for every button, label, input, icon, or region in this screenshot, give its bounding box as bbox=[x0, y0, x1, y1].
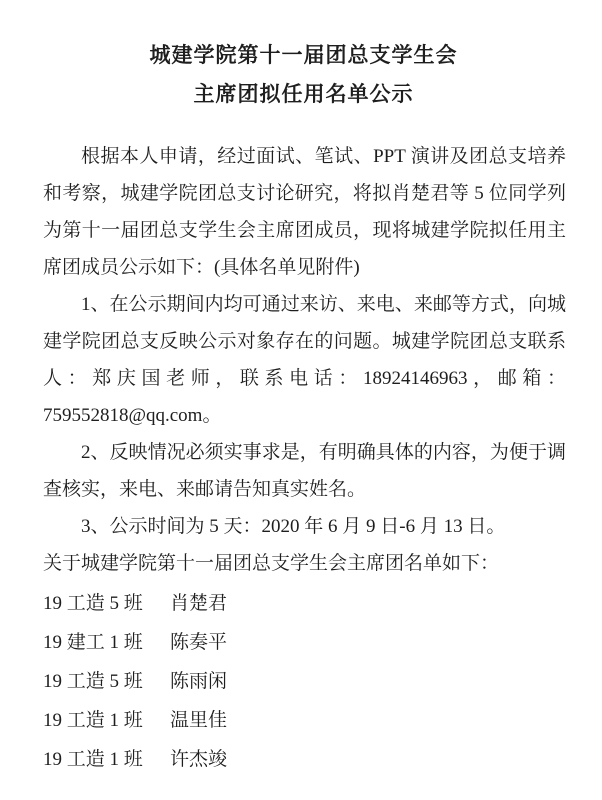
student-name: 温里佳 bbox=[170, 710, 228, 731]
roster-intro: 关于城建学院第十一届团总支学生会主席团名单如下： bbox=[43, 553, 500, 574]
student-name: 陈雨闲 bbox=[170, 671, 228, 692]
student-name: 许杰竣 bbox=[170, 749, 228, 770]
roster-row bbox=[43, 740, 566, 779]
document-title bbox=[43, 36, 564, 114]
document-title-line-1: 城建学院第十一届团总支学生会 bbox=[149, 43, 458, 67]
roster-row bbox=[43, 662, 566, 701]
document-title-line-2: 主席团拟任用名单公示 bbox=[193, 82, 414, 106]
class-label: 19 工造 5 班 bbox=[43, 593, 143, 614]
class-label: 19 工造 1 班 bbox=[43, 710, 143, 731]
class-label: 19 工造 1 班 bbox=[43, 749, 143, 770]
class-label: 19 建工 1 班 bbox=[43, 632, 143, 653]
paragraph-item-2-truthfulness: 2、反映情况必须实事求是，有明确具体的内容，为便于调查核实，来电、来邮请告知真实姓名。 bbox=[43, 442, 566, 500]
paragraph-item-3-period: 3、公示时间为 5 天：2020 年 6 月 9 日-6 月 13 日。 bbox=[81, 516, 506, 537]
roster-row bbox=[43, 584, 566, 623]
student-name: 肖楚君 bbox=[170, 593, 228, 614]
student-name: 陈奏平 bbox=[170, 632, 228, 653]
roster-list bbox=[43, 584, 566, 779]
roster-row bbox=[43, 623, 566, 662]
paragraph-application-basis: 根据本人申请，经过面试、笔试、PPT 演讲及团总支培养和考察，城建学院团总支讨论研究，将拟肖楚君等 5 位同学列为第十一届团总支学生会主席团成员，现将城建学院拟任用主席团成员公示如下：(具体名单见附件) bbox=[43, 146, 566, 278]
document-body bbox=[43, 138, 566, 779]
paragraph-item-1-contact: 1、在公示期间内均可通过来访、来电、来邮等方式，向城建学院团总支反映公示对象存在的问题。城建学院团总支联系人：郑庆国老师，联系电话：18924146963，邮箱：759552818@qq.com。 bbox=[43, 294, 566, 426]
class-label: 19 工造 5 班 bbox=[43, 671, 143, 692]
roster-row bbox=[43, 701, 566, 740]
